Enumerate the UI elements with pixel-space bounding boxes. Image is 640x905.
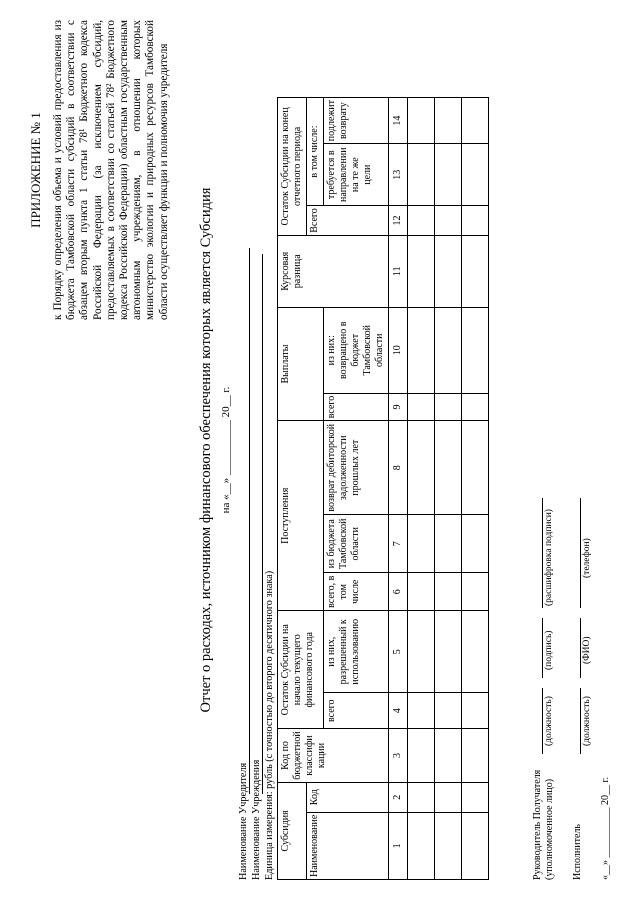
founder-name-label: Наименование Учредителя xyxy=(238,762,249,880)
header-payments: Выплаты xyxy=(278,307,324,421)
table-cell[interactable] xyxy=(408,812,435,879)
executor-fio-field[interactable] xyxy=(580,618,581,678)
table-cell[interactable] xyxy=(435,573,462,611)
header-from-regional-budget: из бюджета Тамбовской области xyxy=(324,515,389,573)
header-balance-start: Остаток Субсидии на начало текущего финансового года xyxy=(278,611,324,729)
table-cell[interactable] xyxy=(462,206,489,236)
table-cell[interactable] xyxy=(408,573,435,611)
column-number: 13 xyxy=(389,144,408,206)
report-table xyxy=(277,97,489,880)
table-cell[interactable] xyxy=(435,515,462,573)
table-cell[interactable] xyxy=(435,393,462,421)
table-cell[interactable] xyxy=(408,393,435,421)
table-cell[interactable] xyxy=(435,729,462,782)
report-date: на «__» __________ 20__ г. xyxy=(220,386,232,514)
column-number: 3 xyxy=(389,729,408,782)
table-cell[interactable] xyxy=(408,693,435,729)
header-to-return: подлежит возврату xyxy=(324,97,389,143)
head-decoding-field[interactable] xyxy=(542,498,543,608)
table-cell[interactable] xyxy=(408,206,435,236)
header-total: всего xyxy=(324,693,389,729)
header-balance-end: Остаток Субсидии на конец отчетного периода xyxy=(278,97,307,235)
executor-position-field[interactable] xyxy=(580,688,581,754)
table-cell[interactable] xyxy=(462,235,489,307)
header-name: Наименование xyxy=(307,812,389,879)
table-cell[interactable] xyxy=(408,421,435,515)
header-total-including: всего, в том числе xyxy=(324,573,389,611)
head-signature-hint: (подпись) xyxy=(544,630,554,670)
column-number: 5 xyxy=(389,611,408,693)
table-cell[interactable] xyxy=(435,97,462,143)
header-total-end: Всего xyxy=(307,206,389,236)
executor-position-hint: (должность) xyxy=(582,696,592,746)
table-cell[interactable] xyxy=(462,782,489,812)
table-cell[interactable] xyxy=(435,693,462,729)
table-cell[interactable] xyxy=(408,144,435,206)
table-cell[interactable] xyxy=(462,611,489,693)
header-code: Код xyxy=(307,782,389,812)
table-cell[interactable] xyxy=(462,393,489,421)
header-subsidy: Субсидия xyxy=(278,782,307,879)
annex-title: ПРИЛОЖЕНИЕ № 1 xyxy=(28,112,43,228)
header-receipts: Поступления xyxy=(278,421,324,611)
column-number: 12 xyxy=(389,206,408,236)
head-label-authorized: (уполномоченное лицо) xyxy=(544,778,555,880)
annex-description: к Порядку определения объема и условий предоставления из бюджета Тамбовской области субсидий в соответствии с абзацем вторым пункта 1 статьи 78¹ Бюджетного кодекса Российской Федерации (за исключением субсидий, предоставляемых в соответствии со статьей 78² Бюджетного кодекса Российской Федерации) областным государственным автономным учреждениям, в отношении которых министерство экологии и природных ресурсов Тамбовской области осуществляет функции и полномочия учредителя xyxy=(52,20,170,320)
executor-phone-field[interactable] xyxy=(580,498,581,608)
executor-label: Исполнитель xyxy=(572,824,583,880)
table-cell[interactable] xyxy=(435,144,462,206)
table-row xyxy=(435,97,462,879)
header-including: в том числе: xyxy=(307,97,324,205)
report-form-sheet xyxy=(20,20,620,880)
column-number: 8 xyxy=(389,421,408,515)
header-returned-to-budget: из них: возвращено в бюджет Тамбовской области xyxy=(324,307,389,393)
executor-fio-hint: (ФИО) xyxy=(582,636,592,664)
table-cell[interactable] xyxy=(435,206,462,236)
table-cell[interactable] xyxy=(462,307,489,393)
table-cell[interactable] xyxy=(435,812,462,879)
table-cell[interactable] xyxy=(462,515,489,573)
executor-phone-hint: (телефон) xyxy=(582,538,592,578)
column-number: 7 xyxy=(389,515,408,573)
column-number: 2 xyxy=(389,782,408,812)
table-cell[interactable] xyxy=(435,421,462,515)
table-cell[interactable] xyxy=(408,235,435,307)
table-cell[interactable] xyxy=(408,729,435,782)
header-debt-return: возврат дебиторской задолженности прошлых лет xyxy=(324,421,389,515)
head-label: Руководитель Получателя xyxy=(532,769,543,880)
column-number: 1 xyxy=(389,812,408,879)
unit-of-measure: Единица измерения: рубль (с точностью до второго десятичного знака) xyxy=(264,570,275,880)
table-cell[interactable] xyxy=(462,421,489,515)
table-cell[interactable] xyxy=(462,812,489,879)
founder-name-field[interactable] xyxy=(249,248,250,794)
head-decoding-hint: (расшифровка подписи) xyxy=(544,509,554,606)
column-number: 4 xyxy=(389,693,408,729)
column-number: 14 xyxy=(389,97,408,143)
head-signature-field[interactable] xyxy=(542,618,543,678)
column-number: 9 xyxy=(389,393,408,421)
column-number: 10 xyxy=(389,307,408,393)
table-cell[interactable] xyxy=(408,97,435,143)
table-cell[interactable] xyxy=(435,782,462,812)
column-number: 6 xyxy=(389,573,408,611)
institution-name-field[interactable] xyxy=(262,254,263,794)
head-position-hint: (должность) xyxy=(544,696,554,746)
header-budget-code: Код по бюджетной классифи кации xyxy=(278,729,389,782)
table-cell[interactable] xyxy=(435,235,462,307)
header-required-same-purpose: требуется в направлении на те же цели xyxy=(324,144,389,206)
table-cell[interactable] xyxy=(462,573,489,611)
institution-name-label: Наименование Учреждения xyxy=(251,759,262,880)
header-exchange-difference: Курсовая разница xyxy=(278,235,389,307)
table-cell[interactable] xyxy=(408,307,435,393)
signature-date: «__» __________ 20__ г. xyxy=(600,777,611,880)
table-cell[interactable] xyxy=(435,307,462,393)
table-row xyxy=(462,97,489,879)
header-allowed-for-use: из них, разрешенный к использованию xyxy=(324,611,389,693)
table-cell[interactable] xyxy=(408,611,435,693)
table-cell[interactable] xyxy=(462,693,489,729)
table-cell[interactable] xyxy=(462,729,489,782)
table-cell[interactable] xyxy=(462,144,489,206)
column-number-row xyxy=(389,97,408,879)
head-position-field[interactable] xyxy=(542,688,543,754)
report-title: Отчет о расходах, источником финансового обеспечения которых является Субсидия xyxy=(198,187,214,713)
table-cell[interactable] xyxy=(408,782,435,812)
table-cell[interactable] xyxy=(408,515,435,573)
column-number: 11 xyxy=(389,235,408,307)
table-header-row xyxy=(278,97,307,879)
table-row xyxy=(408,97,435,879)
table-cell[interactable] xyxy=(435,611,462,693)
header-total-payments: всего xyxy=(324,393,389,421)
table-cell[interactable] xyxy=(462,97,489,143)
